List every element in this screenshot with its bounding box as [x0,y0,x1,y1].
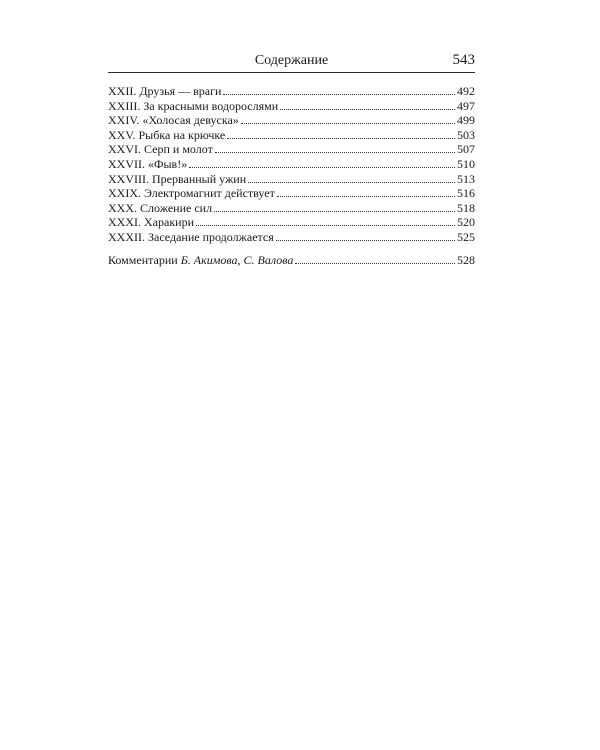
dot-leader [189,167,455,168]
toc-entry-page: 520 [457,215,475,230]
toc-entry-title: XXV. Рыбка на крючке [108,127,226,142]
running-header [108,52,475,73]
toc-commentary-entry [108,253,475,268]
table-of-contents [108,84,475,267]
toc-entry-page: 503 [457,127,475,142]
toc-entry-title: XXVII. «Фыв!» [108,156,188,171]
toc-entry-page: 525 [457,229,475,244]
dot-leader [227,138,455,139]
commentary-page: 528 [457,252,475,267]
toc-entry-page: 518 [457,200,475,215]
toc-entry [108,172,475,187]
section-gap [108,245,475,253]
dot-leader [241,123,455,124]
toc-entry [108,142,475,157]
toc-entry-title: XXVI. Серп и молот [108,142,213,157]
toc-entry [108,157,475,172]
toc-entry [108,230,475,245]
dot-leader [248,182,455,183]
toc-entry [108,201,475,216]
toc-entry-page: 513 [457,171,475,186]
toc-entry-title: XXXI. Харакири [108,215,194,230]
toc-entry [108,99,475,114]
toc-entry-title: XXIII. За красными водорослями [108,98,279,113]
toc-entry [108,186,475,201]
dot-leader [277,196,455,197]
dot-leader [215,152,455,153]
toc-entry-page: 492 [457,84,475,98]
toc-entry-page: 497 [457,98,475,113]
toc-entry-title: XXXII. Заседание продолжается [108,229,274,244]
toc-entry [108,128,475,143]
dot-leader [295,263,455,264]
toc-entry-page: 507 [457,142,475,157]
toc-entry-page: 516 [457,186,475,201]
commentary-prefix: Комментарии [108,252,181,267]
toc-entry-title: XXX. Сложение сил [108,200,213,215]
toc-entry-title: XXIX. Электромагнит действует [108,186,275,201]
dot-leader [223,94,455,95]
header-page-number: 543 [452,52,475,68]
toc-entry [108,215,475,230]
toc-entry [108,84,475,99]
toc-entry-title: XXVIII. Прерванный ужин [108,171,247,186]
header-title: Содержание [254,53,329,68]
toc-entry-title: XXIV. «Холосая девуска» [108,113,239,128]
dot-leader [214,211,455,212]
commentary-authors: Б. Акимова, С. Валова [180,252,294,267]
dot-leader [276,240,455,241]
toc-entry-page: 510 [457,156,475,171]
toc-entry-page: 499 [457,113,475,128]
commentary-title [108,253,293,268]
dot-leader [280,109,455,110]
toc-entry-title: XXII. Друзья — враги [108,84,222,98]
toc-entry [108,113,475,128]
dot-leader [196,225,455,226]
